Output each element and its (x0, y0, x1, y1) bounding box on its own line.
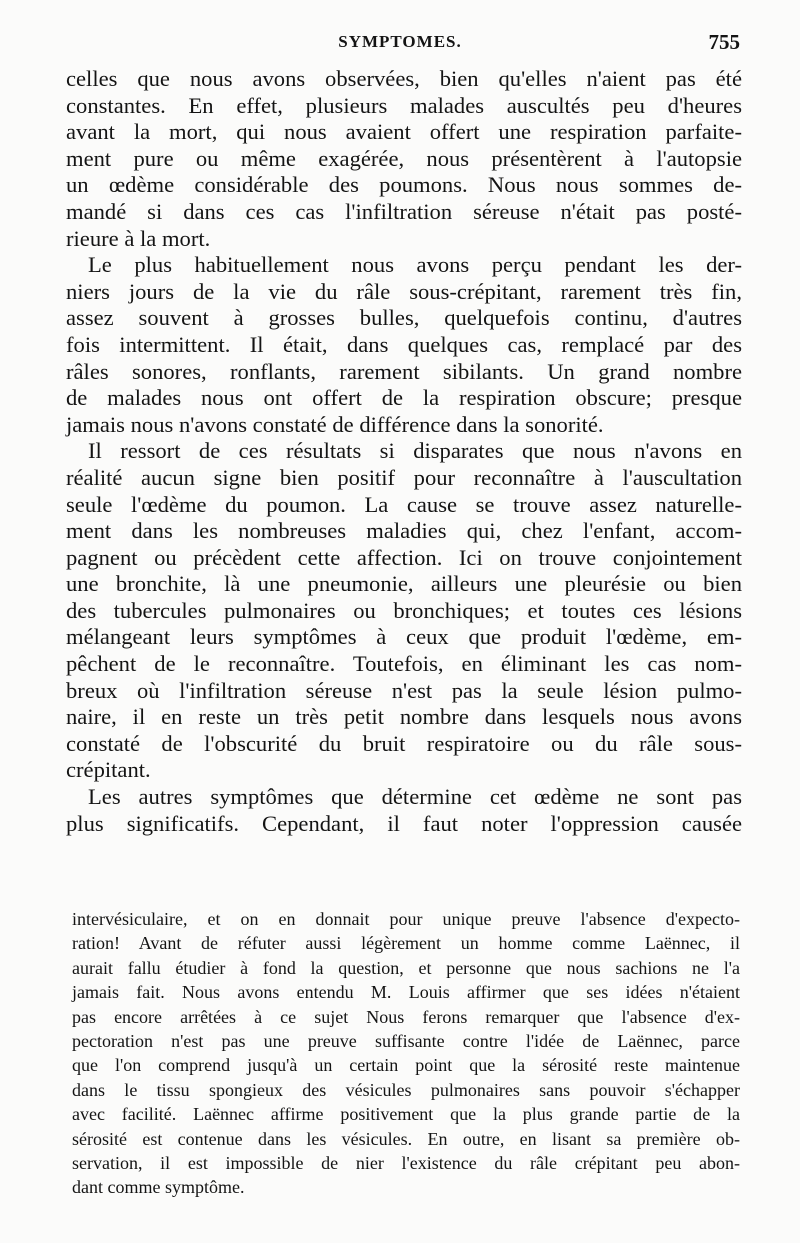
footnote-line: jamais fait. Nous avons entendu M. Louis affirmer que ses idées n'étaient (72, 982, 740, 1003)
footnote-line: dans le tissu spongieux des vésicules pulmonaires sans pouvoir s'échapper (72, 1079, 740, 1100)
text-line: une bronchite, là une pneumonie, ailleurs une pleurésie ou bien (66, 571, 742, 597)
text-line: assez souvent à grosses bulles, quelquefois continu, d'autres (66, 305, 742, 331)
text-line: pêchent de le reconnaître. Toutefois, en éliminant les cas nom- (66, 651, 742, 677)
footnote-line: dant comme symptôme. (72, 1177, 245, 1198)
text-line: Il ressort de ces résultats si disparates que nous n'avons en (88, 438, 742, 464)
footnote-line: servation, il est impossible de nier l'existence du râle crépitant peu abon- (72, 1153, 740, 1174)
page-header (60, 32, 740, 58)
text-line: Les autres symptômes que détermine cet œdème ne sont pas (88, 784, 742, 810)
text-line: pagnent ou précèdent cette affection. Ici on trouve conjointement (66, 544, 742, 570)
main-text-block (66, 66, 742, 837)
text-line: naire, il en reste un très petit nombre dans lesquels nous avons (66, 704, 742, 730)
footnote-line: ration! Avant de réfuter aussi légèrement un homme comme Laënnec, il (72, 933, 740, 954)
text-line: jamais nous n'avons constaté de différence dans la sonorité. (66, 411, 604, 437)
text-line: celles que nous avons observées, bien qu'elles n'aient pas été (66, 66, 742, 91)
text-line: seule l'œdème du poumon. La cause se trouve assez naturelle- (66, 491, 742, 517)
footnote-line: aurait fallu étudier à fond la question, et personne que nous sachions ne l'a (72, 957, 740, 978)
footnote-line: que l'on comprend jusqu'à un certain point que la sérosité reste maintenue (72, 1055, 740, 1076)
footnote-line: sérosité est contenue dans les vésicules. En outre, en lisant sa première ob- (72, 1128, 740, 1149)
text-line: mélangeant leurs symptômes à ceux que produit l'œdème, em- (66, 624, 742, 650)
text-line: un œdème considérable des poumons. Nous nous sommes de- (66, 172, 742, 198)
text-line: Le plus habituellement nous avons perçu pendant les der- (88, 252, 742, 278)
text-line: avant la mort, qui nous avaient offert une respiration parfaite- (66, 119, 742, 145)
text-line: ment pure ou même exagérée, nous présentèrent à l'autopsie (66, 145, 742, 171)
text-line: râles sonores, ronflants, rarement sibilants. Un grand nombre (66, 358, 742, 384)
text-line: constaté de l'obscurité du bruit respiratoire ou du râle sous- (66, 730, 742, 756)
footnote-line: pectoration n'est pas une preuve suffisante contre l'idée de Laënnec, parce (72, 1031, 740, 1052)
text-line: constantes. En effet, plusieurs malades auscultés peu d'heures (66, 92, 742, 118)
footnote-block (72, 907, 740, 1200)
footnote-line: avec facilité. Laënnec affirme positivement que la plus grande partie de la (72, 1104, 740, 1125)
text-line: ment dans les nombreuses maladies qui, chez l'enfant, accom- (66, 518, 742, 544)
footnote-line: intervésiculaire, et on en donnait pour unique preuve l'absence d'expecto- (72, 909, 740, 929)
running-title: SYMPTOMES. (338, 32, 462, 51)
text-line: niers jours de la vie du râle sous-crépitant, rarement très fin, (66, 278, 742, 304)
text-line: breux où l'infiltration séreuse n'est pas la seule lésion pulmo- (66, 677, 742, 703)
text-line: des tubercules pulmonaires ou bronchiques; et toutes ces lésions (66, 597, 742, 623)
text-line: rieure à la mort. (66, 225, 211, 251)
page-number: 755 (708, 30, 740, 54)
text-line: de malades nous ont offert de la respiration obscure; presque (66, 385, 742, 411)
text-line: réalité aucun signe bien positif pour reconnaître à l'auscultation (66, 464, 742, 490)
text-line: crépitant. (66, 757, 151, 783)
text-line: mandé si dans ces cas l'infiltration séreuse n'était pas posté- (66, 198, 742, 224)
text-line: plus significatifs. Cependant, il faut noter l'oppression causée (66, 810, 742, 836)
text-line: fois intermittent. Il était, dans quelques cas, remplacé par des (66, 331, 742, 357)
footnote-line: pas encore arrêtées à ce sujet Nous ferons remarquer que l'absence d'ex- (72, 1006, 740, 1027)
